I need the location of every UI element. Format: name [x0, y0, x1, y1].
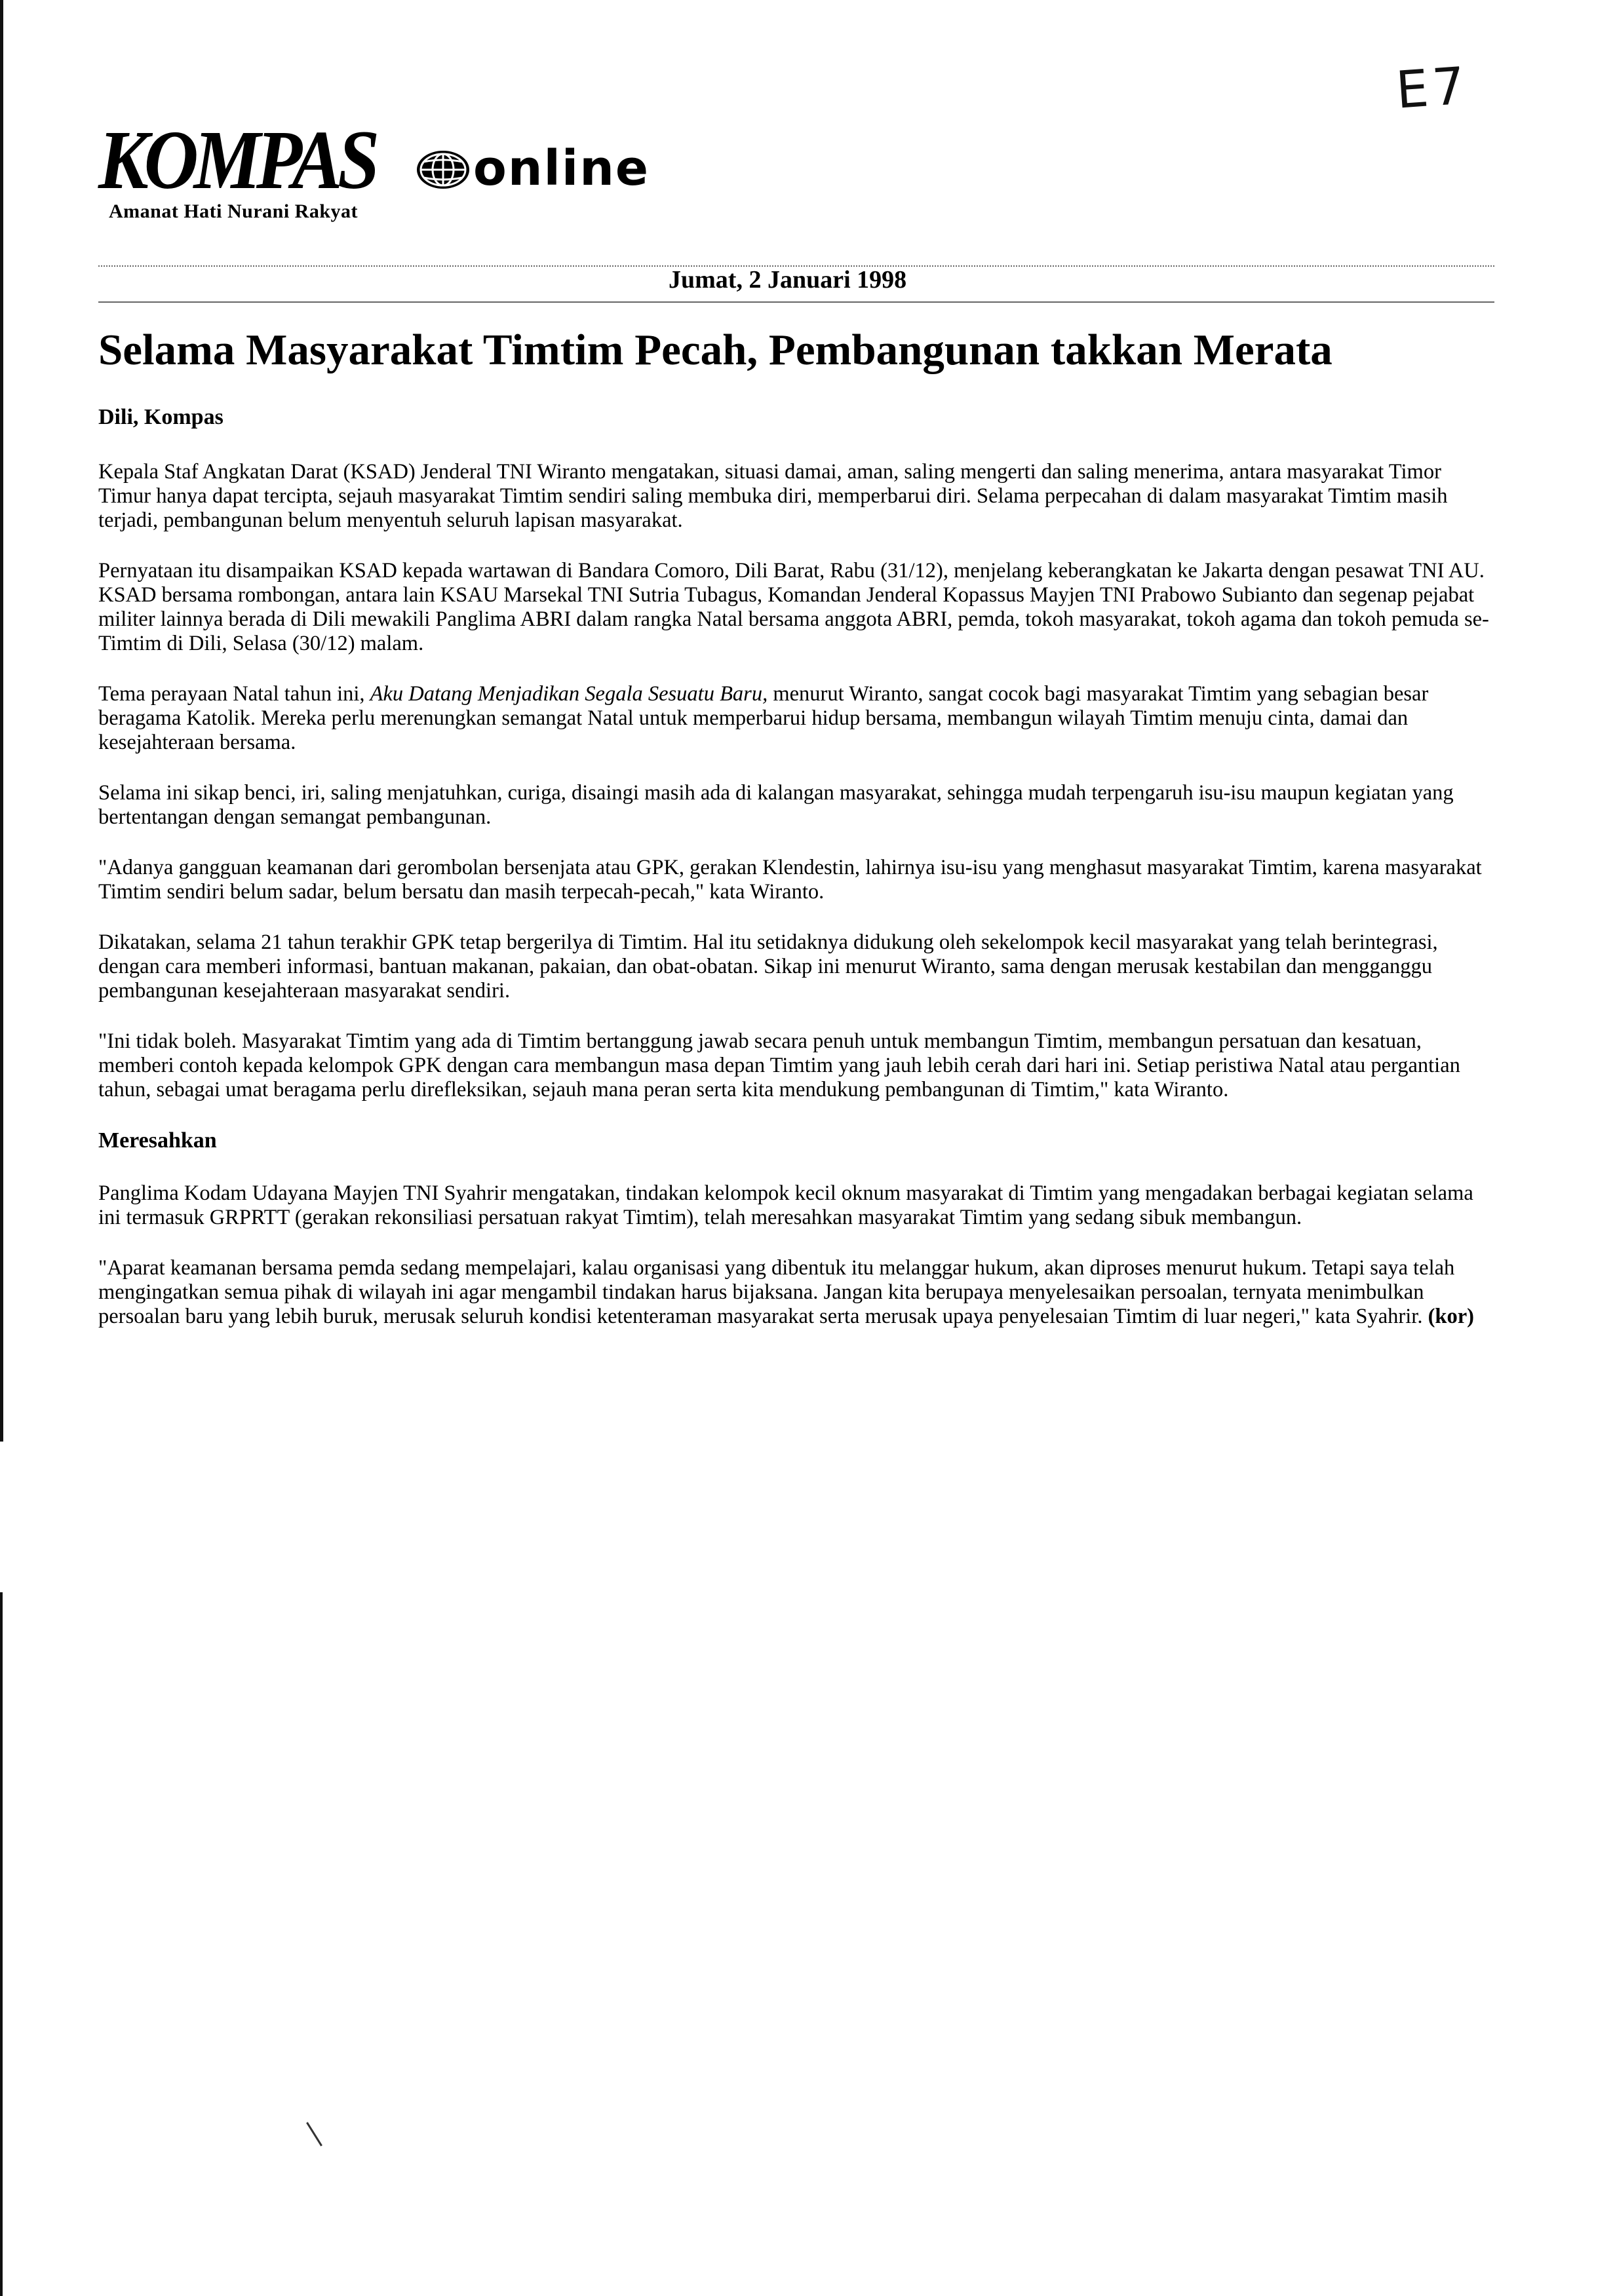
paragraph-4: Selama ini sikap benci, iri, saling menjatuhkan, curiga, disaingi masih ada di kalangan masyarakat, sehingga mudah terpengaruh isu-isu maupun kegiatan yang bertentangan dengan semangat pembangunan.	[98, 781, 1454, 829]
masthead-tagline: Amanat Hati Nurani Rakyat	[109, 201, 359, 222]
paragraph-2: Pernyataan itu disampaikan KSAD kepada wartawan di Bandara Comoro, Dili Barat, Rabu (31/12), menjelang keberangkatan ke Jakarta dengan pesawat TNI AU. KSAD bersama rombongan, antara lain KSAU Marsekal TNI Sutria Tubagus, Komandan Jenderal Kopassus Mayjen TNI Prabowo Subianto dan segenap pejabat militer lainnya berada di Dili mewakili Panglima ABRI dalam rangka Natal bersama anggota ABRI, pemda, tokoh masyarakat, tokoh agama dan tokoh pemuda se-Timtim di Dili, Selasa (30/12) malam.	[98, 559, 1489, 655]
handwritten-page-mark: E7	[1393, 56, 1471, 121]
christmas-theme-title: Aku Datang Menjadikan Segala Sesuatu Baru,	[370, 682, 768, 706]
online-wordmark: online	[473, 140, 650, 197]
globe-icon	[416, 149, 471, 190]
paragraph-1: Kepala Staf Angkatan Darat (KSAD) Jenderal TNI Wiranto mengatakan, situasi damai, aman, saling mengerti dan saling menerima, antara masyarakat Timor Timur hanya dapat tercipta, sejauh masyarakat Timtim sendiri saling membuka diri, memperbarui diri. Selama perpecahan di dalam masyarakat Timtim masih terjadi, pembangunan belum menyentuh seluruh lapisan masyarakat.	[98, 460, 1448, 532]
article-headline: Selama Masyarakat Timtim Pecah, Pembangunan takkan Merata	[98, 326, 1333, 374]
section-subhead: Meresahkan	[98, 1128, 217, 1153]
scan-edge-shadow	[0, 0, 3, 1442]
masthead	[98, 113, 688, 229]
paragraph-3-lead: Tema perayaan Natal tahun ini,	[98, 682, 370, 706]
author-initials: (kor)	[1428, 1305, 1474, 1328]
kompas-logo: KOMPAS	[98, 113, 375, 206]
paragraph-5: "Adanya gangguan keamanan dari gerombolan bersenjata atau GPK, gerakan Klendestin, lahirnya isu-isu yang menghasut masyarakat Timtim, karena masyarakat Timtim sendiri belum sadar, belum bersatu dan masih terpecah-pecah," kata Wiranto.	[98, 856, 1482, 904]
paragraph-3-rest: menurut Wiranto, sangat cocok bagi masyarakat Timtim yang sebagian besar beragama Katolik. Mereka perlu merenungkan semangat Natal untuk memperbarui hidup bersama, membangun wilayah Timtim menuju cinta, damai dan kesejahteraan bersama.	[98, 682, 1429, 754]
paragraph-9	[98, 1256, 1494, 1329]
article-byline: Dili, Kompas	[98, 405, 224, 429]
stray-pen-mark	[306, 2122, 322, 2146]
paragraph-9-text: "Aparat keamanan bersama pemda sedang mempelajari, kalau organisasi yang dibentuk itu melanggar hukum, akan diproses menurut hukum. Tetapi saya telah mengingatkan semua pihak di wilayah ini agar mengambil tindakan harus bijaksana. Jangan kita berupaya menyelesaikan persoalan, ternyata menimbulkan persoalan baru yang lebih buruk, merusak seluruh kondisi ketenteraman masyarakat serta merusak upaya penyelesaian Timtim di luar negeri," kata Syahrir.	[98, 1256, 1455, 1328]
paragraph-8: Panglima Kodam Udayana Mayjen TNI Syahrir mengatakan, tindakan kelompok kecil oknum masyarakat di Timtim yang mengadakan berbagai kegiatan selama ini termasuk GRPRTT (gerakan rekonsiliasi persatuan rakyat Timtim), telah meresahkan masyarakat Timtim yang sedang sibuk membangun.	[98, 1181, 1473, 1229]
article-body	[98, 460, 1494, 1355]
scan-edge-shadow-lower	[0, 1592, 3, 2296]
header-rule-bottom	[98, 301, 1494, 303]
paragraph-7: "Ini tidak boleh. Masyarakat Timtim yang ada di Timtim bertanggung jawab secara penuh untuk membangun Timtim, membangun persatuan dan kesatuan, memberi contoh kepada kelompok GPK dengan cara membangun masa depan Timtim yang jauh lebih cerah dari hari ini. Setiap peristiwa Natal atau pergantian tahun, sebagai umat beragama perlu direfleksikan, sejauh mana peran serta kita mendukung pembangunan di Timtim," kata Wiranto.	[98, 1029, 1460, 1101]
paragraph-3	[98, 682, 1494, 755]
paragraph-6: Dikatakan, selama 21 tahun terakhir GPK tetap bergerilya di Timtim. Hal itu setidaknya didukung oleh sekelompok kecil masyarakat yang telah berintegrasi, dengan cara memberi informasi, bantuan makanan, pakaian, dan obat-obatan. Sikap ini menurut Wiranto, sama dengan merusak kestabilan dan mengganggu pembangunan kesejahteraan masyarakat sendiri.	[98, 930, 1438, 1003]
dateline: Jumat, 2 Januari 1998	[669, 266, 907, 294]
